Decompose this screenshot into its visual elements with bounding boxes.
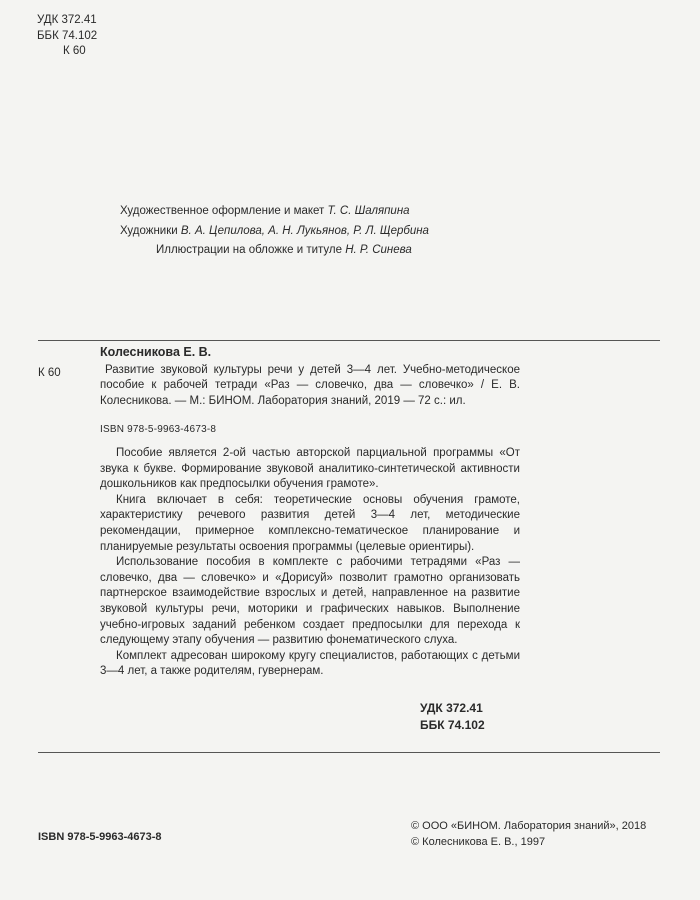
header-author-mark: К 60 xyxy=(63,45,86,57)
credit-artists xyxy=(120,222,429,242)
header-classification-codes xyxy=(37,13,97,60)
credit-artists-label: Художники xyxy=(120,224,178,237)
header-udk: УДК 372.41 xyxy=(37,14,97,26)
bottom-classification-codes xyxy=(420,700,485,733)
annotation-paragraph: Комплект адресован широкому кругу специалистов, работающих с детьми 3—4 лет, а также родителям, гувернерам. xyxy=(100,649,520,678)
bottom-bbk: ББК 74.102 xyxy=(420,717,485,732)
annotation-paragraph: Пособие является 2-ой частью авторской парциальной программы «От звука к букве. Формирование звуковой аналитико-синтетической активности дошкольников как предпосылки обучения грамоте». xyxy=(100,446,520,491)
credit-illustrations-label: Иллюстрации на обложке и титуле xyxy=(156,244,343,256)
biblio-isbn: ISBN 978-5-9963-4673-8 xyxy=(100,424,217,436)
credit-design xyxy=(120,202,429,222)
annotation-paragraph: Книга включает в себя: теоретические основы обучения грамоте, характеристику речевого развития детей 3—4 лет, методические рекомендации, примерное комплексно-тематическое планирование и планируемые результаты освоения программы (целевые ориентиры). xyxy=(100,493,520,553)
header-bbk: ББК 74.102 xyxy=(37,29,98,42)
biblio-author-mark: К 60 xyxy=(38,367,61,379)
copyright-publisher: © ООО «БИНОМ. Лаборатория знаний», 2018 xyxy=(411,820,647,832)
bottom-udk: УДК 372.41 xyxy=(420,701,483,715)
annotation-paragraph: Использование пособия в комплекте с рабочими тетрадями «Раз — словечко, два — словечко» и «Дорисуй» позволит грамотно организовать партнерское взаимодействие взрослых и детей, направленное на развитие звуковой культуры речи, моторики и графических навыков. Выполнение учебно-игровых заданий ребенком создает предпосылки для перехода к следующему этапу обучения — развитию фонематического слуха. xyxy=(100,556,520,647)
copyright-author: © Колесникова Е. В., 1997 xyxy=(411,836,546,848)
annotation xyxy=(100,446,520,680)
biblio-description: Развитие звуковой культуры речи у детей 3—4 лет. Учебно-методическое пособие к рабочей тетради «Раз — словечко, два — словечко» / Е. В. Колесникова. — М.: БИНОМ. Лаборатория знаний, 2019 — 72 с.: ил. xyxy=(100,363,520,407)
divider-top xyxy=(38,340,660,341)
biblio-author: Колесникова Е. В. xyxy=(100,345,212,359)
credit-artists-names: В. А. Цепилова, А. Н. Лукьянов, Р. Л. Щербина xyxy=(180,224,429,237)
footer-isbn: ISBN 978-5-9963-4673-8 xyxy=(38,831,162,843)
credit-design-label: Художественное оформление и макет xyxy=(120,205,325,217)
bibliographic-record xyxy=(100,345,520,680)
credit-design-name: Т. С. Шаляпина xyxy=(327,205,410,217)
divider-bottom xyxy=(38,752,660,753)
credit-illustrations-name: Н. Р. Синева xyxy=(345,244,412,256)
copyright-block xyxy=(411,818,646,850)
credits-block xyxy=(120,202,429,261)
credit-illustrations xyxy=(120,241,429,261)
